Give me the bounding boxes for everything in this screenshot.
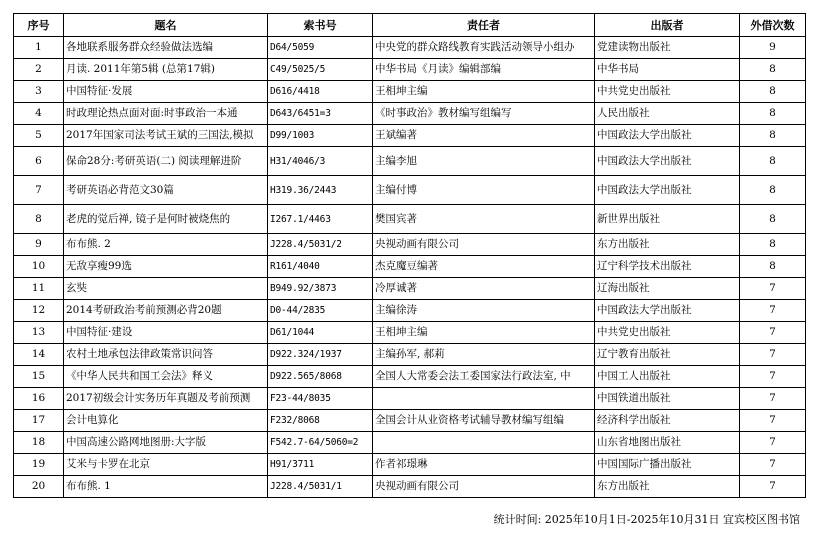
cell-publisher: 中共党史出版社 (595, 322, 740, 344)
cell-title: 中国特征·发展 (64, 81, 268, 103)
cell-title: 中国高速公路网地图册:大字版 (64, 432, 268, 454)
cell-call-number: H31/4046/3 (268, 147, 373, 176)
cell-author: 中央党的群众路线教育实践活动领导小组办 (373, 37, 595, 59)
cell-call-number: D922.565/8068 (268, 366, 373, 388)
cell-title: 月读. 2011年第5辑 (总第17辑) (64, 59, 268, 81)
cell-author: 主编徐涛 (373, 300, 595, 322)
cell-title: 保命28分:考研英语(二) 阅读理解进阶 (64, 147, 268, 176)
cell-no: 5 (14, 125, 64, 147)
cell-no: 2 (14, 59, 64, 81)
cell-no: 8 (14, 205, 64, 234)
cell-publisher: 经济科学出版社 (595, 410, 740, 432)
table-row (14, 125, 806, 147)
cell-publisher: 中国国际广播出版社 (595, 454, 740, 476)
table-row (14, 344, 806, 366)
cell-author: 中华书局《月读》编辑部编 (373, 59, 595, 81)
cell-title: 农村土地承包法律政策常识问答 (64, 344, 268, 366)
cell-title: 老虎的觉后禅, 镜子是何时被烧焦的 (64, 205, 268, 234)
cell-call-number: D643/6451=3 (268, 103, 373, 125)
cell-publisher: 中国铁道出版社 (595, 388, 740, 410)
cell-author: 主编李旭 (373, 147, 595, 176)
cell-publisher: 山东省地图出版社 (595, 432, 740, 454)
cell-call-number: D64/5059 (268, 37, 373, 59)
table-row (14, 300, 806, 322)
statistics-footer: 统计时间: 2025年10月1日-2025年10月31日 宜宾校区图书馆 (493, 513, 800, 526)
cell-no: 10 (14, 256, 64, 278)
cell-borrow-count: 8 (740, 103, 806, 125)
cell-call-number: F232/8068 (268, 410, 373, 432)
cell-borrow-count: 7 (740, 410, 806, 432)
cell-title: 时政理论热点面对面:时事政治一本通 (64, 103, 268, 125)
cell-borrow-count: 8 (740, 176, 806, 205)
cell-title: 艾米与卡罗在北京 (64, 454, 268, 476)
cell-publisher: 中国工人出版社 (595, 366, 740, 388)
cell-author: 央视动画有限公司 (373, 234, 595, 256)
cell-no: 15 (14, 366, 64, 388)
table-row (14, 476, 806, 498)
borrowing-ranking-table (13, 13, 806, 498)
cell-publisher: 人民出版社 (595, 103, 740, 125)
cell-no: 1 (14, 37, 64, 59)
cell-call-number: H91/3711 (268, 454, 373, 476)
cell-borrow-count: 7 (740, 366, 806, 388)
cell-no: 14 (14, 344, 64, 366)
cell-author: 主编付博 (373, 176, 595, 205)
cell-call-number: F542.7-64/5060=2 (268, 432, 373, 454)
table-row (14, 410, 806, 432)
cell-title: 各地联系服务群众经验做法选编 (64, 37, 268, 59)
cell-title: 布布熊. 2 (64, 234, 268, 256)
cell-author: 王相坤主编 (373, 322, 595, 344)
table-header-row (14, 14, 806, 37)
cell-borrow-count: 8 (740, 59, 806, 81)
cell-call-number: D61/1044 (268, 322, 373, 344)
cell-borrow-count: 7 (740, 300, 806, 322)
cell-author: 全国人大常委会法工委国家法行政法室, 中 (373, 366, 595, 388)
cell-publisher: 中共党史出版社 (595, 81, 740, 103)
cell-call-number: D99/1003 (268, 125, 373, 147)
cell-author: 全国会计从业资格考试辅导教材编写组编 (373, 410, 595, 432)
cell-borrow-count: 7 (740, 278, 806, 300)
cell-call-number: D0-44/2835 (268, 300, 373, 322)
cell-author (373, 388, 595, 410)
header-publisher: 出版者 (595, 14, 740, 37)
cell-call-number: H319.36/2443 (268, 176, 373, 205)
cell-call-number: D922.324/1937 (268, 344, 373, 366)
cell-borrow-count: 7 (740, 344, 806, 366)
cell-title: 玄奘 (64, 278, 268, 300)
cell-publisher: 中国政法大学出版社 (595, 147, 740, 176)
header-title: 题名 (64, 14, 268, 37)
cell-no: 9 (14, 234, 64, 256)
cell-publisher: 中国政法大学出版社 (595, 176, 740, 205)
cell-no: 4 (14, 103, 64, 125)
table-row (14, 147, 806, 176)
cell-borrow-count: 8 (740, 256, 806, 278)
header-call-number: 索书号 (268, 14, 373, 37)
cell-publisher: 东方出版社 (595, 234, 740, 256)
table-row (14, 59, 806, 81)
cell-author: 王相坤主编 (373, 81, 595, 103)
cell-borrow-count: 7 (740, 322, 806, 344)
cell-author: 作者祁璟琳 (373, 454, 595, 476)
cell-borrow-count: 8 (740, 125, 806, 147)
header-no: 序号 (14, 14, 64, 37)
cell-no: 3 (14, 81, 64, 103)
table-row (14, 432, 806, 454)
table-row (14, 322, 806, 344)
table-row (14, 278, 806, 300)
cell-title: 《中华人民共和国工会法》释义 (64, 366, 268, 388)
cell-borrow-count: 8 (740, 81, 806, 103)
cell-author: 主编孙军, 郝莉 (373, 344, 595, 366)
cell-author: 《时事政治》教材编写组编写 (373, 103, 595, 125)
cell-no: 19 (14, 454, 64, 476)
cell-no: 6 (14, 147, 64, 176)
cell-author: 王斌编著 (373, 125, 595, 147)
cell-no: 13 (14, 322, 64, 344)
cell-author: 央视动画有限公司 (373, 476, 595, 498)
cell-call-number: I267.1/4463 (268, 205, 373, 234)
cell-title: 考研英语必背范文30篇 (64, 176, 268, 205)
cell-title: 2017年国家司法考试王斌的三国法,模拟 (64, 125, 268, 147)
cell-author: 樊国宾著 (373, 205, 595, 234)
table-row (14, 234, 806, 256)
cell-title: 布布熊. 1 (64, 476, 268, 498)
cell-call-number: F23-44/8035 (268, 388, 373, 410)
cell-borrow-count: 8 (740, 147, 806, 176)
cell-call-number: R161/4040 (268, 256, 373, 278)
cell-publisher: 辽宁教育出版社 (595, 344, 740, 366)
cell-author: 冷厚诚著 (373, 278, 595, 300)
cell-no: 18 (14, 432, 64, 454)
cell-borrow-count: 8 (740, 205, 806, 234)
cell-borrow-count: 7 (740, 388, 806, 410)
cell-author: 杰克魔豆编著 (373, 256, 595, 278)
cell-call-number: J228.4/5031/1 (268, 476, 373, 498)
cell-title: 2014考研政治考前预测必背20题 (64, 300, 268, 322)
cell-publisher: 党建读物出版社 (595, 37, 740, 59)
cell-publisher: 中国政法大学出版社 (595, 125, 740, 147)
cell-publisher: 新世界出版社 (595, 205, 740, 234)
cell-call-number: B949.92/3873 (268, 278, 373, 300)
cell-publisher: 辽海出版社 (595, 278, 740, 300)
cell-publisher: 辽宁科学技术出版社 (595, 256, 740, 278)
table-row (14, 37, 806, 59)
cell-no: 17 (14, 410, 64, 432)
borrowing-ranking-sheet (13, 13, 806, 498)
cell-title: 无敌享瘦99选 (64, 256, 268, 278)
cell-borrow-count: 9 (740, 37, 806, 59)
cell-borrow-count: 7 (740, 454, 806, 476)
cell-no: 7 (14, 176, 64, 205)
table-row (14, 366, 806, 388)
cell-title: 中国特征·建设 (64, 322, 268, 344)
cell-borrow-count: 7 (740, 476, 806, 498)
cell-publisher: 中国政法大学出版社 (595, 300, 740, 322)
table-row (14, 454, 806, 476)
cell-author (373, 432, 595, 454)
cell-call-number: J228.4/5031/2 (268, 234, 373, 256)
cell-no: 20 (14, 476, 64, 498)
table-row (14, 81, 806, 103)
cell-borrow-count: 7 (740, 432, 806, 454)
cell-call-number: C49/5025/5 (268, 59, 373, 81)
table-body (14, 37, 806, 498)
table-row (14, 256, 806, 278)
cell-no: 11 (14, 278, 64, 300)
cell-title: 会计电算化 (64, 410, 268, 432)
table-row (14, 103, 806, 125)
cell-publisher: 东方出版社 (595, 476, 740, 498)
table-row (14, 176, 806, 205)
cell-no: 16 (14, 388, 64, 410)
table-row (14, 388, 806, 410)
cell-publisher: 中华书局 (595, 59, 740, 81)
cell-call-number: D616/4418 (268, 81, 373, 103)
table-row (14, 205, 806, 234)
header-author: 责任者 (373, 14, 595, 37)
cell-no: 12 (14, 300, 64, 322)
header-borrow-count: 外借次数 (740, 14, 806, 37)
cell-borrow-count: 8 (740, 234, 806, 256)
cell-title: 2017初级会计实务历年真题及考前预测 (64, 388, 268, 410)
